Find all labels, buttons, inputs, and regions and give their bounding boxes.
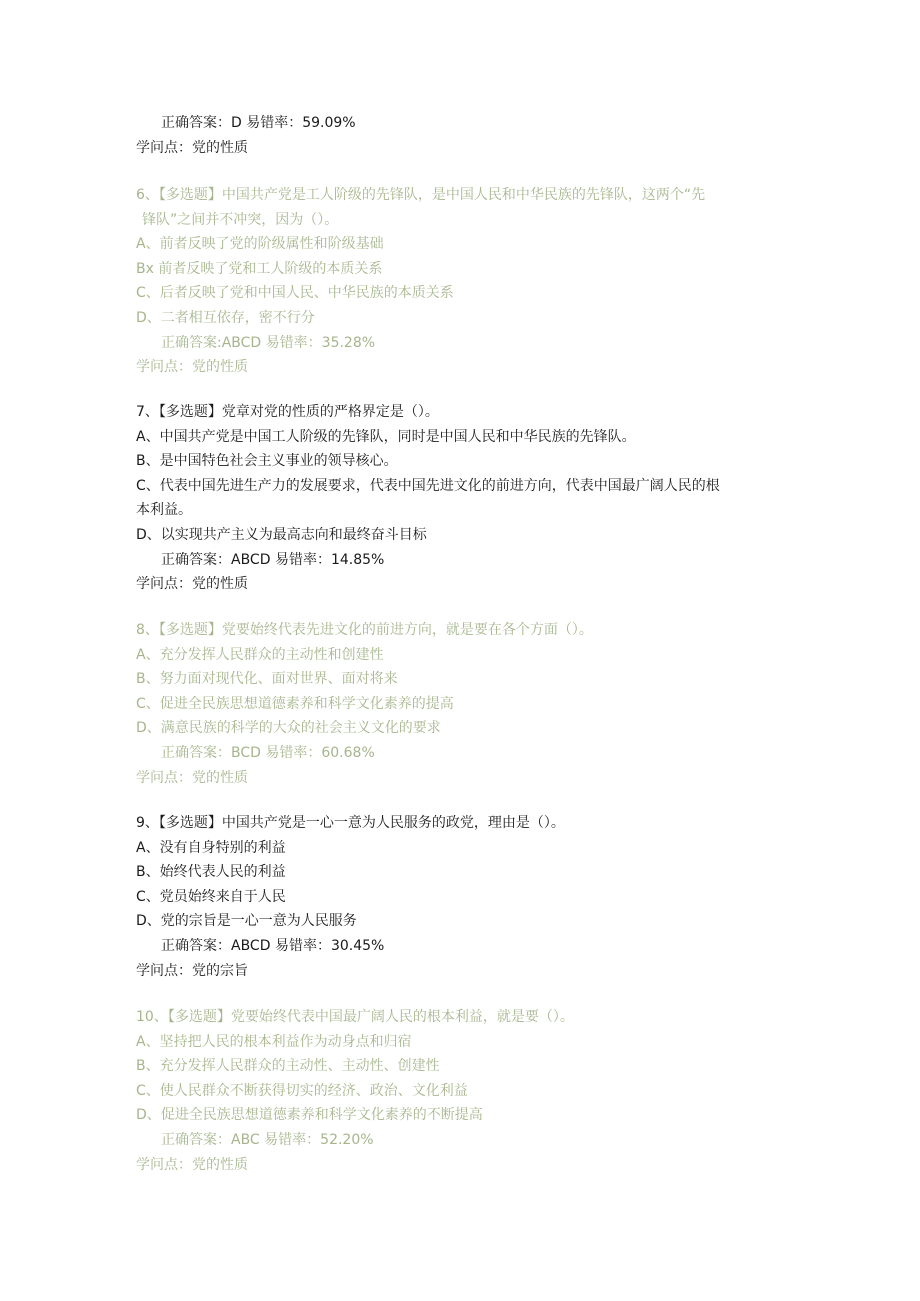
question-9 bbox=[136, 811, 796, 983]
option-b: B、充分发挥人民群众的主动性、主动性、创建性 bbox=[136, 1058, 440, 1075]
knowledge-point: 学问点：党的性质 bbox=[136, 576, 248, 593]
knowledge-point: 学问点：党的性质 bbox=[136, 769, 248, 786]
option-b: B、努力面对现代化、面对世界、面对将来 bbox=[136, 671, 398, 688]
option-c-cont: 本利益。 bbox=[136, 502, 192, 519]
option-c: C、后者反映了党和中国人民、中华民族的本质关系 bbox=[136, 285, 454, 302]
option-b: B、是中国特色社会主义事业的领导核心。 bbox=[136, 453, 398, 470]
answer-line: 正确答案：ABCD 易错率：14.85% bbox=[161, 551, 385, 568]
option-a: A、没有自身特别的利益 bbox=[136, 839, 286, 856]
option-c: C、促进全民族思想道德素养和科学文化素养的提高 bbox=[136, 695, 454, 712]
knowledge-point: 学问点：党的宗旨 bbox=[136, 962, 248, 979]
option-a: A、充分发挥人民群众的主动性和创建性 bbox=[136, 646, 384, 663]
question-8 bbox=[136, 618, 796, 790]
question-10 bbox=[136, 1005, 796, 1177]
answer-line: 正确答案：BCD 易错率：60.68% bbox=[161, 744, 375, 761]
prev-question-tail bbox=[136, 111, 796, 160]
option-c: C、党员始终来自于人民 bbox=[136, 888, 286, 905]
knowledge-point: 学问点：党的性质 bbox=[136, 139, 248, 156]
question-title: 6、【多选题】中国共产党是工人阶级的先锋队，是中国人民和中华民族的先锋队，这两个“先 bbox=[136, 187, 706, 203]
option-c: C、使人民群众不断获得切实的经济、政治、文化利益 bbox=[136, 1082, 468, 1099]
question-title: 10、【多选题】党要始终代表中国最广阔人民的根本利益，就是要（）。 bbox=[136, 1009, 574, 1025]
option-d: D、以实现共产主义为最高志向和最终奋斗目标 bbox=[136, 526, 427, 543]
question-title: 8、【多选题】党要始终代表先进文化的前进方向，就是要在各个方面（）。 bbox=[136, 622, 593, 638]
option-d: D、二者相互依存，密不行分 bbox=[136, 309, 315, 326]
option-d: D、促进全民族思想道德素养和科学文化素养的不断提高 bbox=[136, 1107, 483, 1124]
knowledge-point: 学问点：党的性质 bbox=[136, 359, 248, 376]
option-b: Bx 前者反映了党和工人阶级的本质关系 bbox=[136, 260, 383, 277]
answer-line: 正确答案:ABCD 易错率：35.28% bbox=[161, 334, 376, 351]
answer-line: 正确答案：D 易错率：59.09% bbox=[161, 115, 356, 131]
option-b: B、始终代表人民的利益 bbox=[136, 864, 286, 881]
question-7 bbox=[136, 400, 796, 597]
answer-line: 正确答案：ABC 易错率：52.20% bbox=[161, 1131, 374, 1148]
question-6 bbox=[136, 183, 796, 380]
question-title-cont: 锋队”之间并不冲突，因为（）。 bbox=[142, 211, 339, 228]
option-d: D、党的宗旨是一心一意为人民服务 bbox=[136, 913, 357, 930]
option-a: A、坚持把人民的根本利益作为动身点和归宿 bbox=[136, 1033, 412, 1050]
question-title: 9、【多选题】中国共产党是一心一意为人民服务的政党，理由是（）。 bbox=[136, 815, 565, 831]
question-title: 7、【多选题】党章对党的性质的严格界定是（）。 bbox=[136, 404, 439, 420]
knowledge-point: 学问点：党的性质 bbox=[136, 1156, 248, 1173]
option-c: C、代表中国先进生产力的发展要求，代表中国先进文化的前进方向，代表中国最广阔人民的根 bbox=[136, 477, 720, 494]
option-a: A、中国共产党是中国工人阶级的先锋队，同时是中国人民和中华民族的先锋队。 bbox=[136, 428, 636, 445]
answer-line: 正确答案：ABCD 易错率：30.45% bbox=[161, 937, 385, 954]
option-a: A、前者反映了党的阶级属性和阶级基础 bbox=[136, 236, 384, 253]
option-d: D、满意民族的科学的大众的社会主义文化的要求 bbox=[136, 720, 441, 737]
